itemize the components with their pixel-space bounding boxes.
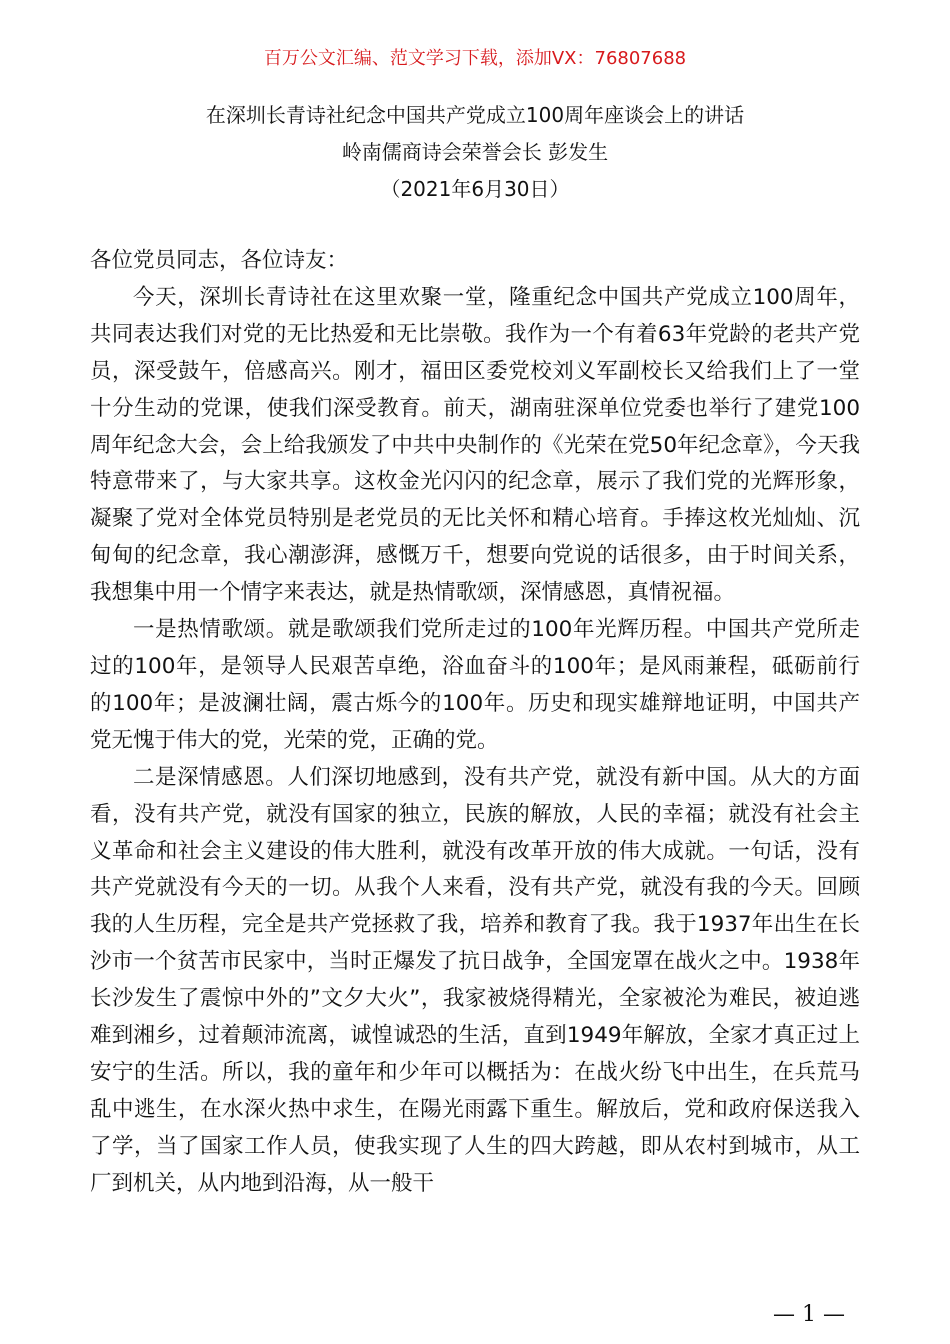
paragraph-intro: 今天，深圳长青诗社在这里欢聚一堂，隆重纪念中国共产党成立100周年，共同表达我们对党的无比热爱和无比崇敬。我作为一个有着63年党龄的老共产党员，深受鼓午，倍感高兴。刚才，福田区委党校刘义军副校长又给我们上了一堂十分生动的党课，使我们深受教育。前天，湖南驻深单位党委也举行了建党100周年纪念大会，会上给我颁发了中共中央制作的《光荣在党50年纪念章》，今天我特意带来了，与大家共享。这枚金光闪闪的纪念章，展示了我们党的光辉形象，凝聚了党对全体党员特别是老党员的无比关怀和精心培育。手捧这枚光灿灿、沉甸甸的纪念章，我心潮澎湃，感慨万千，想要向党说的话很多，由于时间关系，我想集中用一个情字来表达，就是热情歌颂，深情感恩，真情祝福。 bbox=[90, 284, 860, 606]
speaker-line: 岭南儒商诗会荣誉会长 彭发生 bbox=[341, 140, 609, 164]
speech-date: （2021年6月30日） bbox=[380, 177, 570, 201]
paragraph-praise: 一是热情歌颂。就是歌颂我们党所走过的100年光辉历程。中国共产党所走过的100年，是领导人民艰苦卓绝，浴血奋斗的100年；是风雨兼程，砥砺前行的100年；是波澜壮阔，震古烁今的100年。历史和现实雄辩地证明，中国共产党无愧于伟大的党，光荣的党，正确的党。 bbox=[90, 617, 860, 753]
paragraph-gratitude: 二是深情感恩。人们深切地感到，没有共产党，就没有新中国。从大的方面看，没有共产党，就没有国家的独立，民族的解放，人民的幸福；就没有社会主义革命和社会主义建设的伟大胜利，就没有改革开放的伟大成就。一句话，没有共产党就没有今天的一切。从我个人来看，没有共产党，就没有我的今天。回顾我的人生历程，完全是共产党拯救了我，培养和教育了我。我于1937年出生在长沙市一个贫苦市民家中，当时正爆发了抗日战争，全国宠罩在战火之中。1938年长沙发生了震惊中外的”文夕大火”，我家被烧得精光，全家被沦为难民，被迫逃难到湘乡，过着颠沛流离，诚惶诚恐的生活，直到1949年解放，全家才真正过上安宁的生活。所以，我的童年和少年可以概括为：在战火纷飞中出生，在兵荒马乱中逃生，在水深火热中求生，在陽光雨露下重生。解放后，党和政府保送我入了学，当了国家工作人员，使我实现了人生的四大跨越，即从农村到城市，从工厂到机关，从内地到沿海，从一般干 bbox=[90, 764, 860, 1196]
salutation: 各位党员同志，各位诗友： bbox=[90, 248, 349, 273]
speech-body bbox=[90, 243, 860, 1203]
promo-banner: 百万公文汇编、范文学习下载，添加VX：76807688 bbox=[263, 48, 687, 69]
page-number: — 1 — bbox=[773, 1302, 845, 1327]
title-block bbox=[0, 97, 950, 208]
speech-title: 在深圳长青诗社纪念中国共产党成立100周年座谈会上的讲话 bbox=[205, 103, 745, 127]
